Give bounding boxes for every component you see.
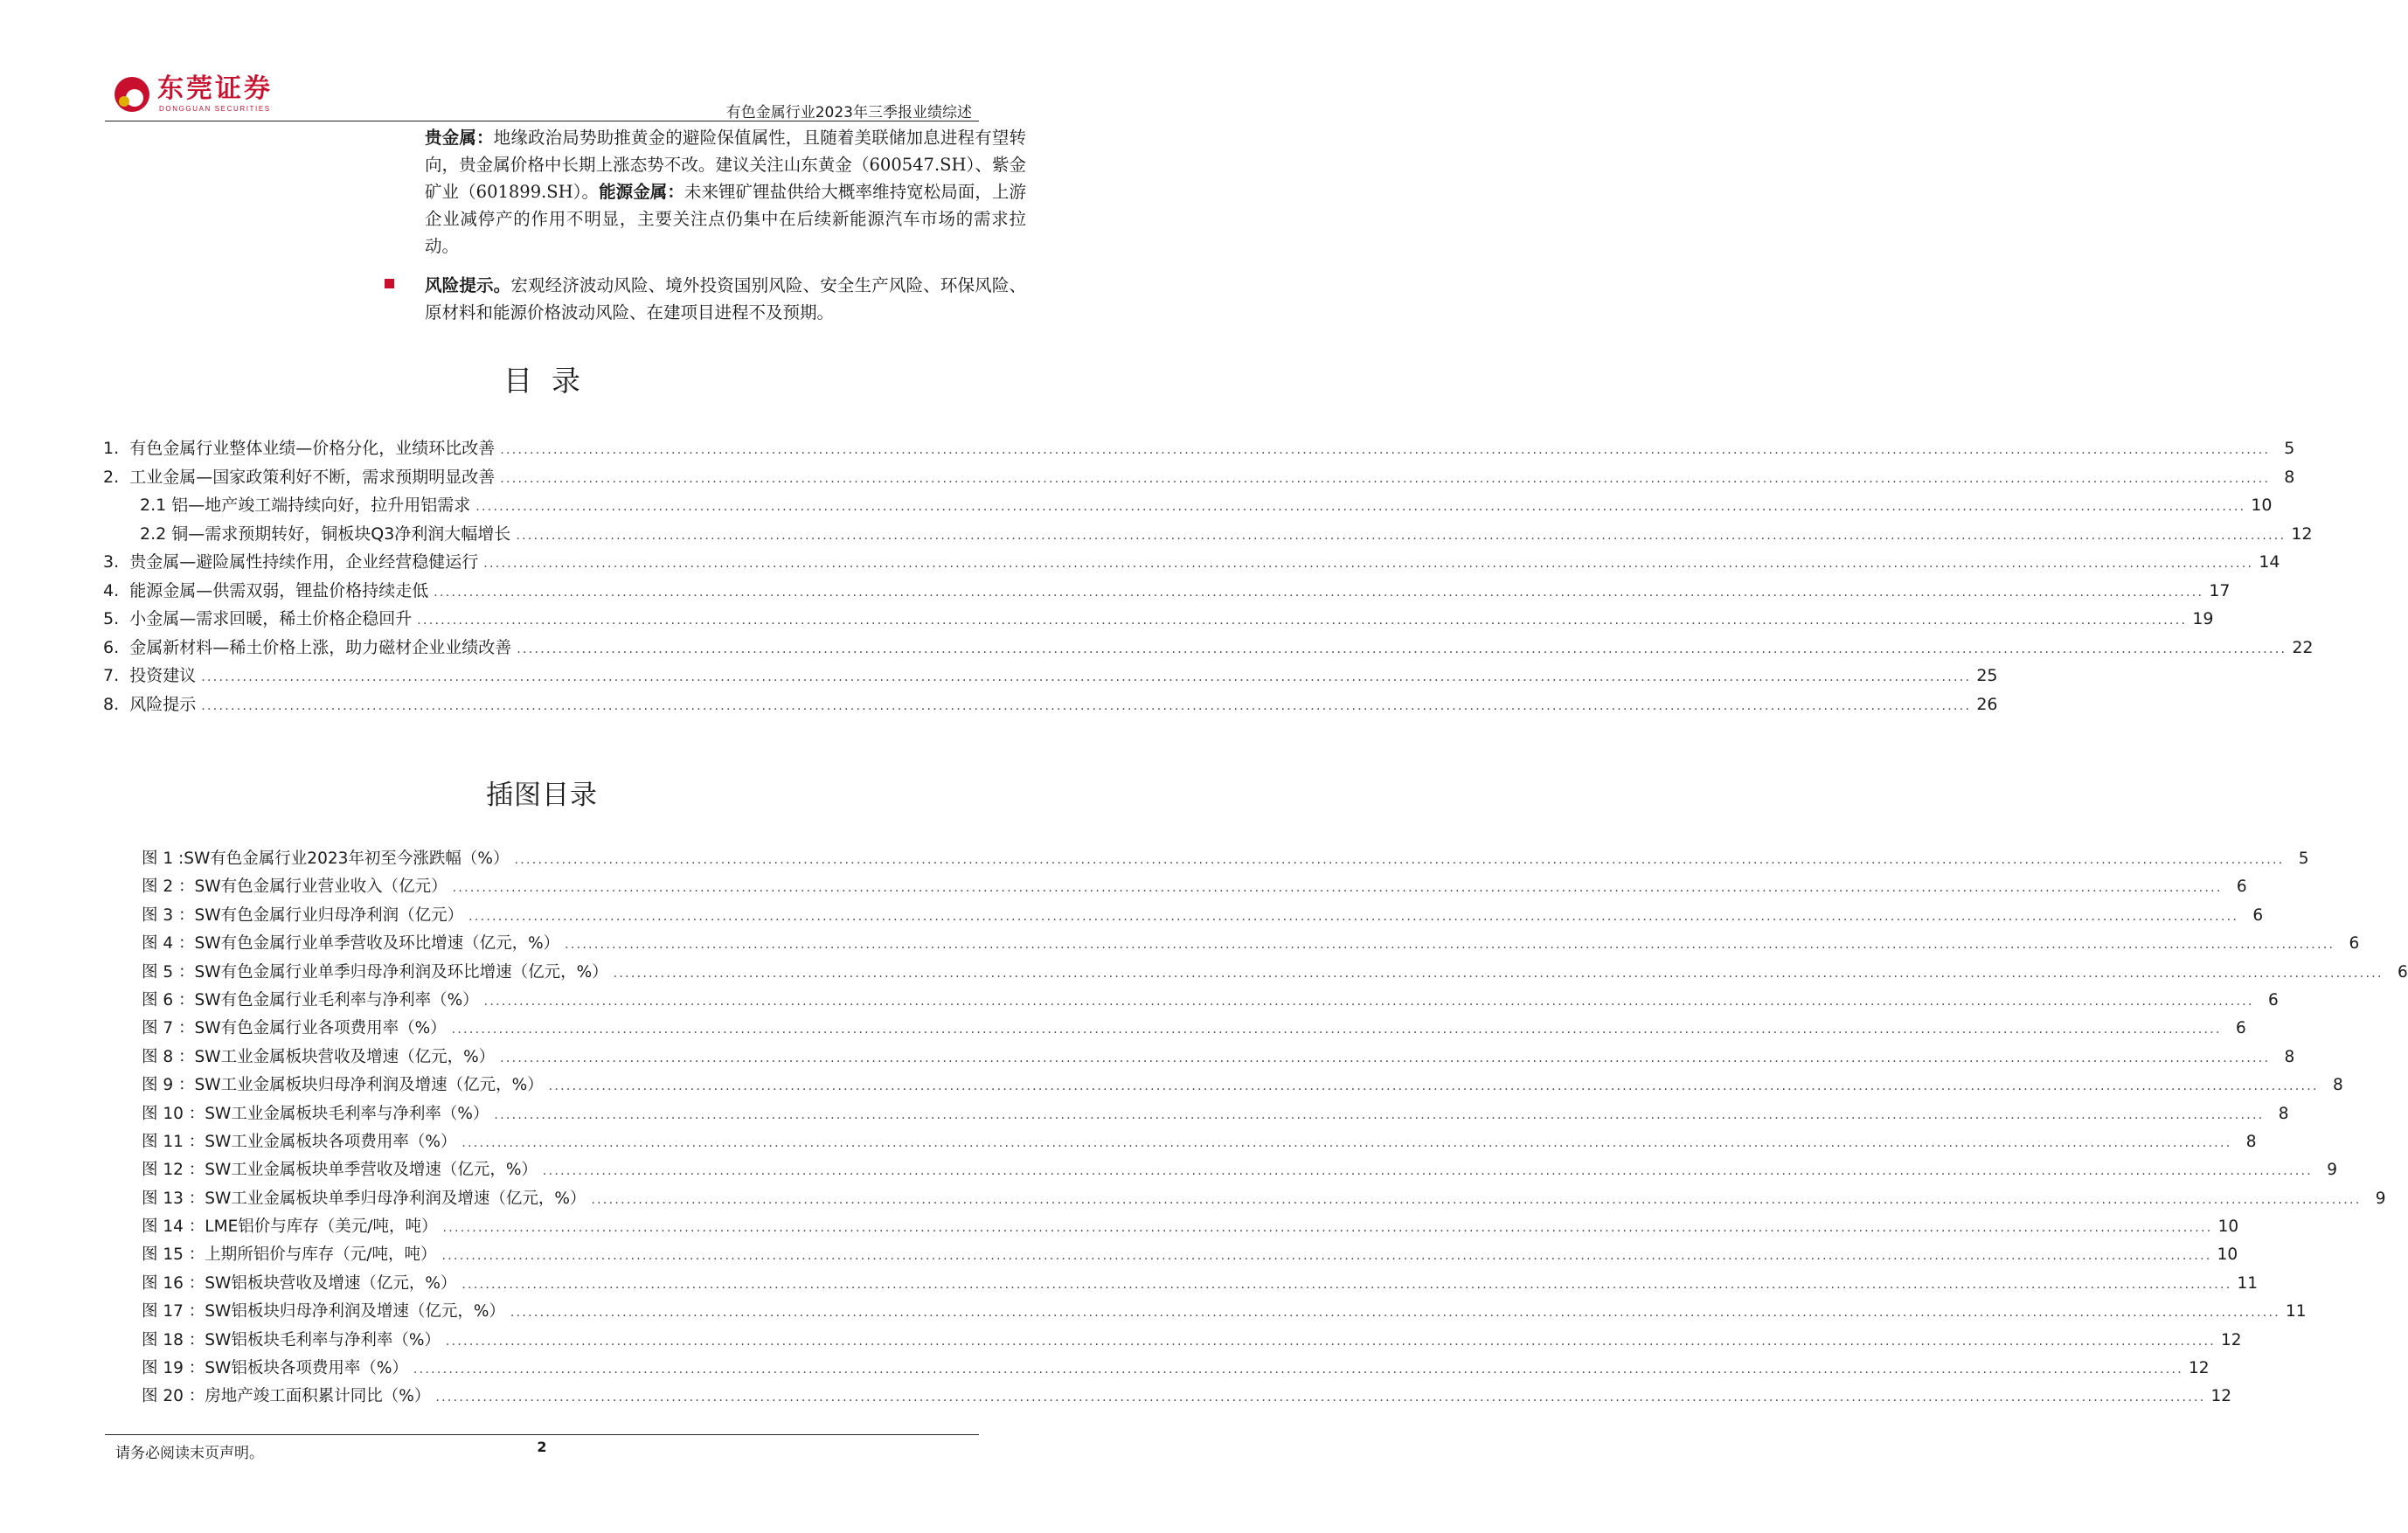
figure-item[interactable] [142, 1328, 2242, 1356]
figure-item-label: 图 19 ：SW铝板块各项费用率（%） [142, 1359, 408, 1378]
report-title: 有色金属行业2023年三季报业绩综述 [725, 104, 972, 121]
toc-item[interactable] [103, 606, 2214, 635]
figure-item[interactable] [142, 1356, 2210, 1384]
figure-item-label: 图 1 :SW有色金属行业2023年初至今涨跌幅（%） [142, 850, 510, 868]
figure-item-label: 图 20 ：房地产竣工面积累计同比（%） [142, 1387, 431, 1406]
toc-item-page: 14 [2259, 552, 2280, 572]
figure-item-page: 9 [2375, 1189, 2386, 1208]
figure-item-label: 图 14 ：LME铝价与库存（美元/吨，吨） [142, 1217, 438, 1237]
leader-dots: ............................................................................................................................................................................................................................................................................................................ [613, 966, 2384, 981]
leader-dots: ............................................................................................................................................................................................................................................................................................................ [483, 994, 2254, 1009]
precious-label: 贵金属： [425, 128, 494, 148]
leader-dots: ............................................................................................................................................................................................................................................................................................................ [542, 1164, 2313, 1179]
leader-dots: ............................................................................................................................................................................................................................................................................................................ [483, 557, 2254, 571]
figure-item-label: 图 16 ：SW铝板块营收及增速（亿元，%） [142, 1273, 457, 1293]
risk-text: 宏观经济波动风险、境外投资国别风险、安全生产风险、环保风险、原材料和能源价格波动风险、在建项目进程不及预期。 [425, 275, 1026, 323]
bullet-square-icon [385, 279, 394, 288]
figure-item-page: 9 [2327, 1161, 2337, 1180]
toc-item-number: 2. [103, 467, 120, 487]
figure-item[interactable] [142, 1214, 2239, 1242]
figure-item-page: 8 [2245, 1132, 2257, 1151]
leader-dots: ............................................................................................................................................................................................................................................................................................................ [468, 909, 2239, 924]
precious-text: 地缘政治局势助推黄金的避险保值属性，且随着美联储加息进程有望转向，贵金属价格中长期上涨态势不改。建议关注山东黄金（600547.SH）、紫金矿业（601899.SH）。 [425, 128, 1026, 202]
figure-item-label: 图 10 ：SW工业金属板块毛利率与净利率（%） [142, 1104, 489, 1123]
figure-item-label: 图 5 ：SW有色金属行业单季归母净利润及环比增速（亿元，%） [142, 962, 608, 982]
toc-item-page: 19 [2192, 609, 2214, 628]
leader-dots: ............................................................................................................................................................................................................................................................................................................ [413, 1363, 2183, 1377]
figure-item[interactable] [142, 1299, 2307, 1327]
figure-item[interactable] [142, 1157, 2337, 1185]
figure-item[interactable] [142, 1186, 2386, 1214]
toc-item-text: 风险提示 [129, 694, 197, 714]
toc-item-text: 工业金属—国家政策利好不断，需求预期明显改善 [129, 467, 496, 487]
page-number: 2 [537, 1439, 547, 1455]
figure-item-label: 图 13 ：SW工业金属板块单季归母净利润及增速（亿元，%） [142, 1189, 586, 1208]
toc-item-page: 8 [2284, 467, 2295, 487]
toc-item-text: 有色金属行业整体业绩—价格分化，业绩环比改善 [129, 439, 496, 458]
figure-item[interactable] [142, 1016, 2246, 1044]
figure-item-page: 10 [2217, 1245, 2238, 1265]
energy-label: 能源金属： [599, 182, 684, 202]
figure-item-page: 8 [2284, 1047, 2295, 1066]
figure-item[interactable] [142, 1384, 2231, 1412]
figure-item-label: 图 2 ：SW有色金属行业营业收入（亿元） [142, 877, 448, 897]
toc-item-number: 1. [103, 439, 120, 458]
toc-item[interactable] [103, 635, 2314, 663]
leader-dots: ............................................................................................................................................................................................................................................................................................................ [548, 1079, 2319, 1094]
figure-item[interactable] [142, 903, 2264, 931]
toc-item-text: 投资建议 [129, 666, 197, 685]
toc-item[interactable] [103, 464, 2295, 493]
toc-item[interactable] [103, 691, 1998, 720]
leader-dots: ............................................................................................................................................................................................................................................................................................................ [500, 443, 2271, 457]
leader-dots: ............................................................................................................................................................................................................................................................................................................ [445, 1334, 2216, 1349]
toc-item-number: 4. [103, 580, 120, 600]
leader-dots: ............................................................................................................................................................................................................................................................................................................ [451, 1023, 2222, 1037]
leader-dots: ............................................................................................................................................................................................................................................................................................................ [517, 642, 2287, 656]
toc-item-text: 铜—需求预期转好，铜板块Q3净利润大幅增长 [171, 524, 511, 544]
toc-item[interactable] [103, 662, 1998, 691]
energy-text: 未来锂矿锂盐供给大概率维持宽松局面，上游企业减停产的作用不明显，主要关注点仍集中在后续新能源汽车市场的需求拉动。 [425, 182, 1026, 256]
figure-item-page: 6 [2252, 905, 2264, 925]
footer-disclaimer: 请务必阅读末页声明。 [115, 1445, 264, 1462]
risk-label: 风险提示。 [425, 275, 511, 295]
leader-dots: ............................................................................................................................................................................................................................................................................................................ [591, 1192, 2362, 1207]
leader-dots: ............................................................................................................................................................................................................................................................................................................ [417, 614, 2188, 628]
leader-dots: ............................................................................................................................................................................................................................................................................................................ [434, 585, 2204, 600]
leader-dots: ............................................................................................................................................................................................................................................................................................................ [435, 1391, 2206, 1405]
leader-dots: ............................................................................................................................................................................................................................................................................................................ [461, 1135, 2232, 1150]
figure-list-title: 插图目录 [486, 780, 598, 811]
toc-title: 目录 [503, 364, 600, 398]
toc-item-number: 5. [103, 609, 120, 628]
figure-item-page: 12 [2188, 1359, 2210, 1378]
figure-item-label: 图 4 ：SW有色金属行业单季营收及环比增速（亿元，%） [142, 934, 560, 954]
toc-item-number: 3. [103, 552, 120, 572]
figure-item[interactable] [142, 1101, 2289, 1129]
figure-item-page: 8 [2332, 1076, 2343, 1095]
figure-item-page: 6 [2397, 962, 2408, 982]
toc-item[interactable] [103, 435, 2295, 464]
figure-item-label: 图 12 ：SW工业金属板块单季营收及增速（亿元，%） [142, 1161, 538, 1180]
toc-item-page: 10 [2251, 496, 2273, 515]
figure-item-label: 图 11 ：SW工业金属板块各项费用率（%） [142, 1132, 457, 1151]
figure-item-page: 5 [2298, 850, 2309, 868]
toc-item-page: 12 [2291, 524, 2313, 544]
figure-item-label: 图 3 ：SW有色金属行业归母净利润（亿元） [142, 905, 464, 925]
leader-dots: ............................................................................................................................................................................................................................................................................................................ [201, 698, 1972, 713]
figure-item-label: 图 15 ：上期所铝价与库存（元/吨，吨） [142, 1245, 437, 1265]
leader-dots: ............................................................................................................................................................................................................................................................................................................ [514, 853, 2285, 867]
toc-item-text: 铝—地产竣工端持续向好，拉升用铝需求 [171, 496, 471, 515]
figure-item[interactable] [142, 874, 2247, 902]
leader-dots: ............................................................................................................................................................................................................................................................................................................ [494, 1107, 2265, 1122]
summary-precious-energy [425, 124, 1026, 260]
figure-item-page: 6 [2267, 990, 2279, 1009]
figure-item-page: 10 [2217, 1217, 2239, 1237]
footer-divider [105, 1434, 979, 1435]
figure-item-label: 图 9 ：SW工业金属板块归母净利润及增速（亿元，%） [142, 1076, 544, 1095]
figure-item[interactable] [142, 1242, 2238, 1270]
leader-dots: ............................................................................................................................................................................................................................................................................................................ [500, 1051, 2271, 1065]
figure-item-page: 8 [2278, 1104, 2289, 1123]
toc-item-number: 8. [103, 694, 120, 714]
leader-dots: ............................................................................................................................................................................................................................................................................................................ [461, 1277, 2232, 1292]
toc-item-text: 小金属—需求回暖，稀土价格企稳回升 [129, 609, 413, 628]
toc-subitem[interactable] [103, 521, 2313, 550]
toc-item-page: 26 [1976, 694, 1998, 714]
figure-item[interactable] [142, 846, 2309, 874]
figure-item[interactable] [142, 1271, 2259, 1299]
logo-mark-icon [112, 75, 152, 114]
company-logo [112, 72, 287, 119]
toc-item-page: 5 [2284, 439, 2295, 458]
leader-dots: ............................................................................................................................................................................................................................................................................................................ [565, 938, 2335, 953]
toc-list [103, 435, 2314, 719]
figure-item-page: 6 [2236, 877, 2247, 897]
figure-item-label: 图 7 ：SW有色金属行业各项费用率（%） [142, 1019, 447, 1038]
figure-item-page: 6 [2349, 934, 2360, 954]
toc-item-number: 7. [103, 666, 120, 685]
figure-item-label: 图 8 ：SW工业金属板块营收及增速（亿元，%） [142, 1047, 496, 1066]
figure-item-page: 12 [2210, 1387, 2231, 1406]
figure-item-page: 11 [2285, 1302, 2307, 1321]
figure-item-label: 图 18 ：SW铝板块毛利率与净利率（%） [142, 1330, 441, 1349]
leader-dots: ............................................................................................................................................................................................................................................................................................................ [441, 1249, 2212, 1264]
leader-dots: ............................................................................................................................................................................................................................................................................................................ [201, 670, 1972, 684]
summary-risk [425, 272, 1026, 326]
toc-item-number: 2.1 [140, 496, 167, 515]
leader-dots: ............................................................................................................................................................................................................................................................................................................ [475, 500, 2246, 514]
leader-dots: ............................................................................................................................................................................................................................................................................................................ [452, 881, 2223, 896]
figure-item[interactable] [142, 988, 2279, 1016]
figure-item-page: 12 [2220, 1330, 2242, 1349]
toc-item-text: 金属新材料—稀土价格上涨，助力磁材企业业绩改善 [129, 637, 512, 657]
toc-item[interactable] [103, 549, 2280, 578]
leader-dots: ............................................................................................................................................................................................................................................................................................................ [516, 528, 2287, 543]
figure-item[interactable] [142, 960, 2408, 988]
toc-item-number: 6. [103, 637, 120, 657]
figure-item[interactable] [142, 931, 2360, 959]
logo-text-cn: 东莞证券 [157, 73, 273, 104]
toc-item-page: 25 [1976, 666, 1998, 685]
toc-item-text: 能源金属—供需双弱，锂盐价格持续走低 [129, 580, 429, 600]
figure-item-label: 图 6 ：SW有色金属行业毛利率与净利率（%） [142, 990, 479, 1009]
logo-text-en: DONGGUAN SECURITIES [159, 105, 271, 113]
toc-item-page: 22 [2292, 637, 2314, 657]
figure-item-label: 图 17 ：SW铝板块归母净利润及增速（亿元，%） [142, 1302, 505, 1321]
figure-list [142, 846, 2408, 1412]
leader-dots: ............................................................................................................................................................................................................................................................................................................ [500, 471, 2271, 486]
toc-subitem[interactable] [103, 492, 2273, 521]
toc-item[interactable] [103, 578, 2231, 607]
figure-item-page: 11 [2237, 1273, 2259, 1293]
leader-dots: ............................................................................................................................................................................................................................................................................................................ [510, 1306, 2280, 1321]
leader-dots: ............................................................................................................................................................................................................................................................................................................ [442, 1221, 2213, 1236]
toc-item-text: 贵金属—避险属性持续作用，企业经营稳健运行 [129, 552, 479, 572]
toc-item-page: 17 [2209, 580, 2231, 600]
toc-item-number: 2.2 [140, 524, 167, 544]
figure-item[interactable] [142, 1044, 2295, 1072]
figure-item[interactable] [142, 1072, 2343, 1100]
figure-item-page: 6 [2235, 1019, 2246, 1038]
figure-item[interactable] [142, 1129, 2257, 1157]
